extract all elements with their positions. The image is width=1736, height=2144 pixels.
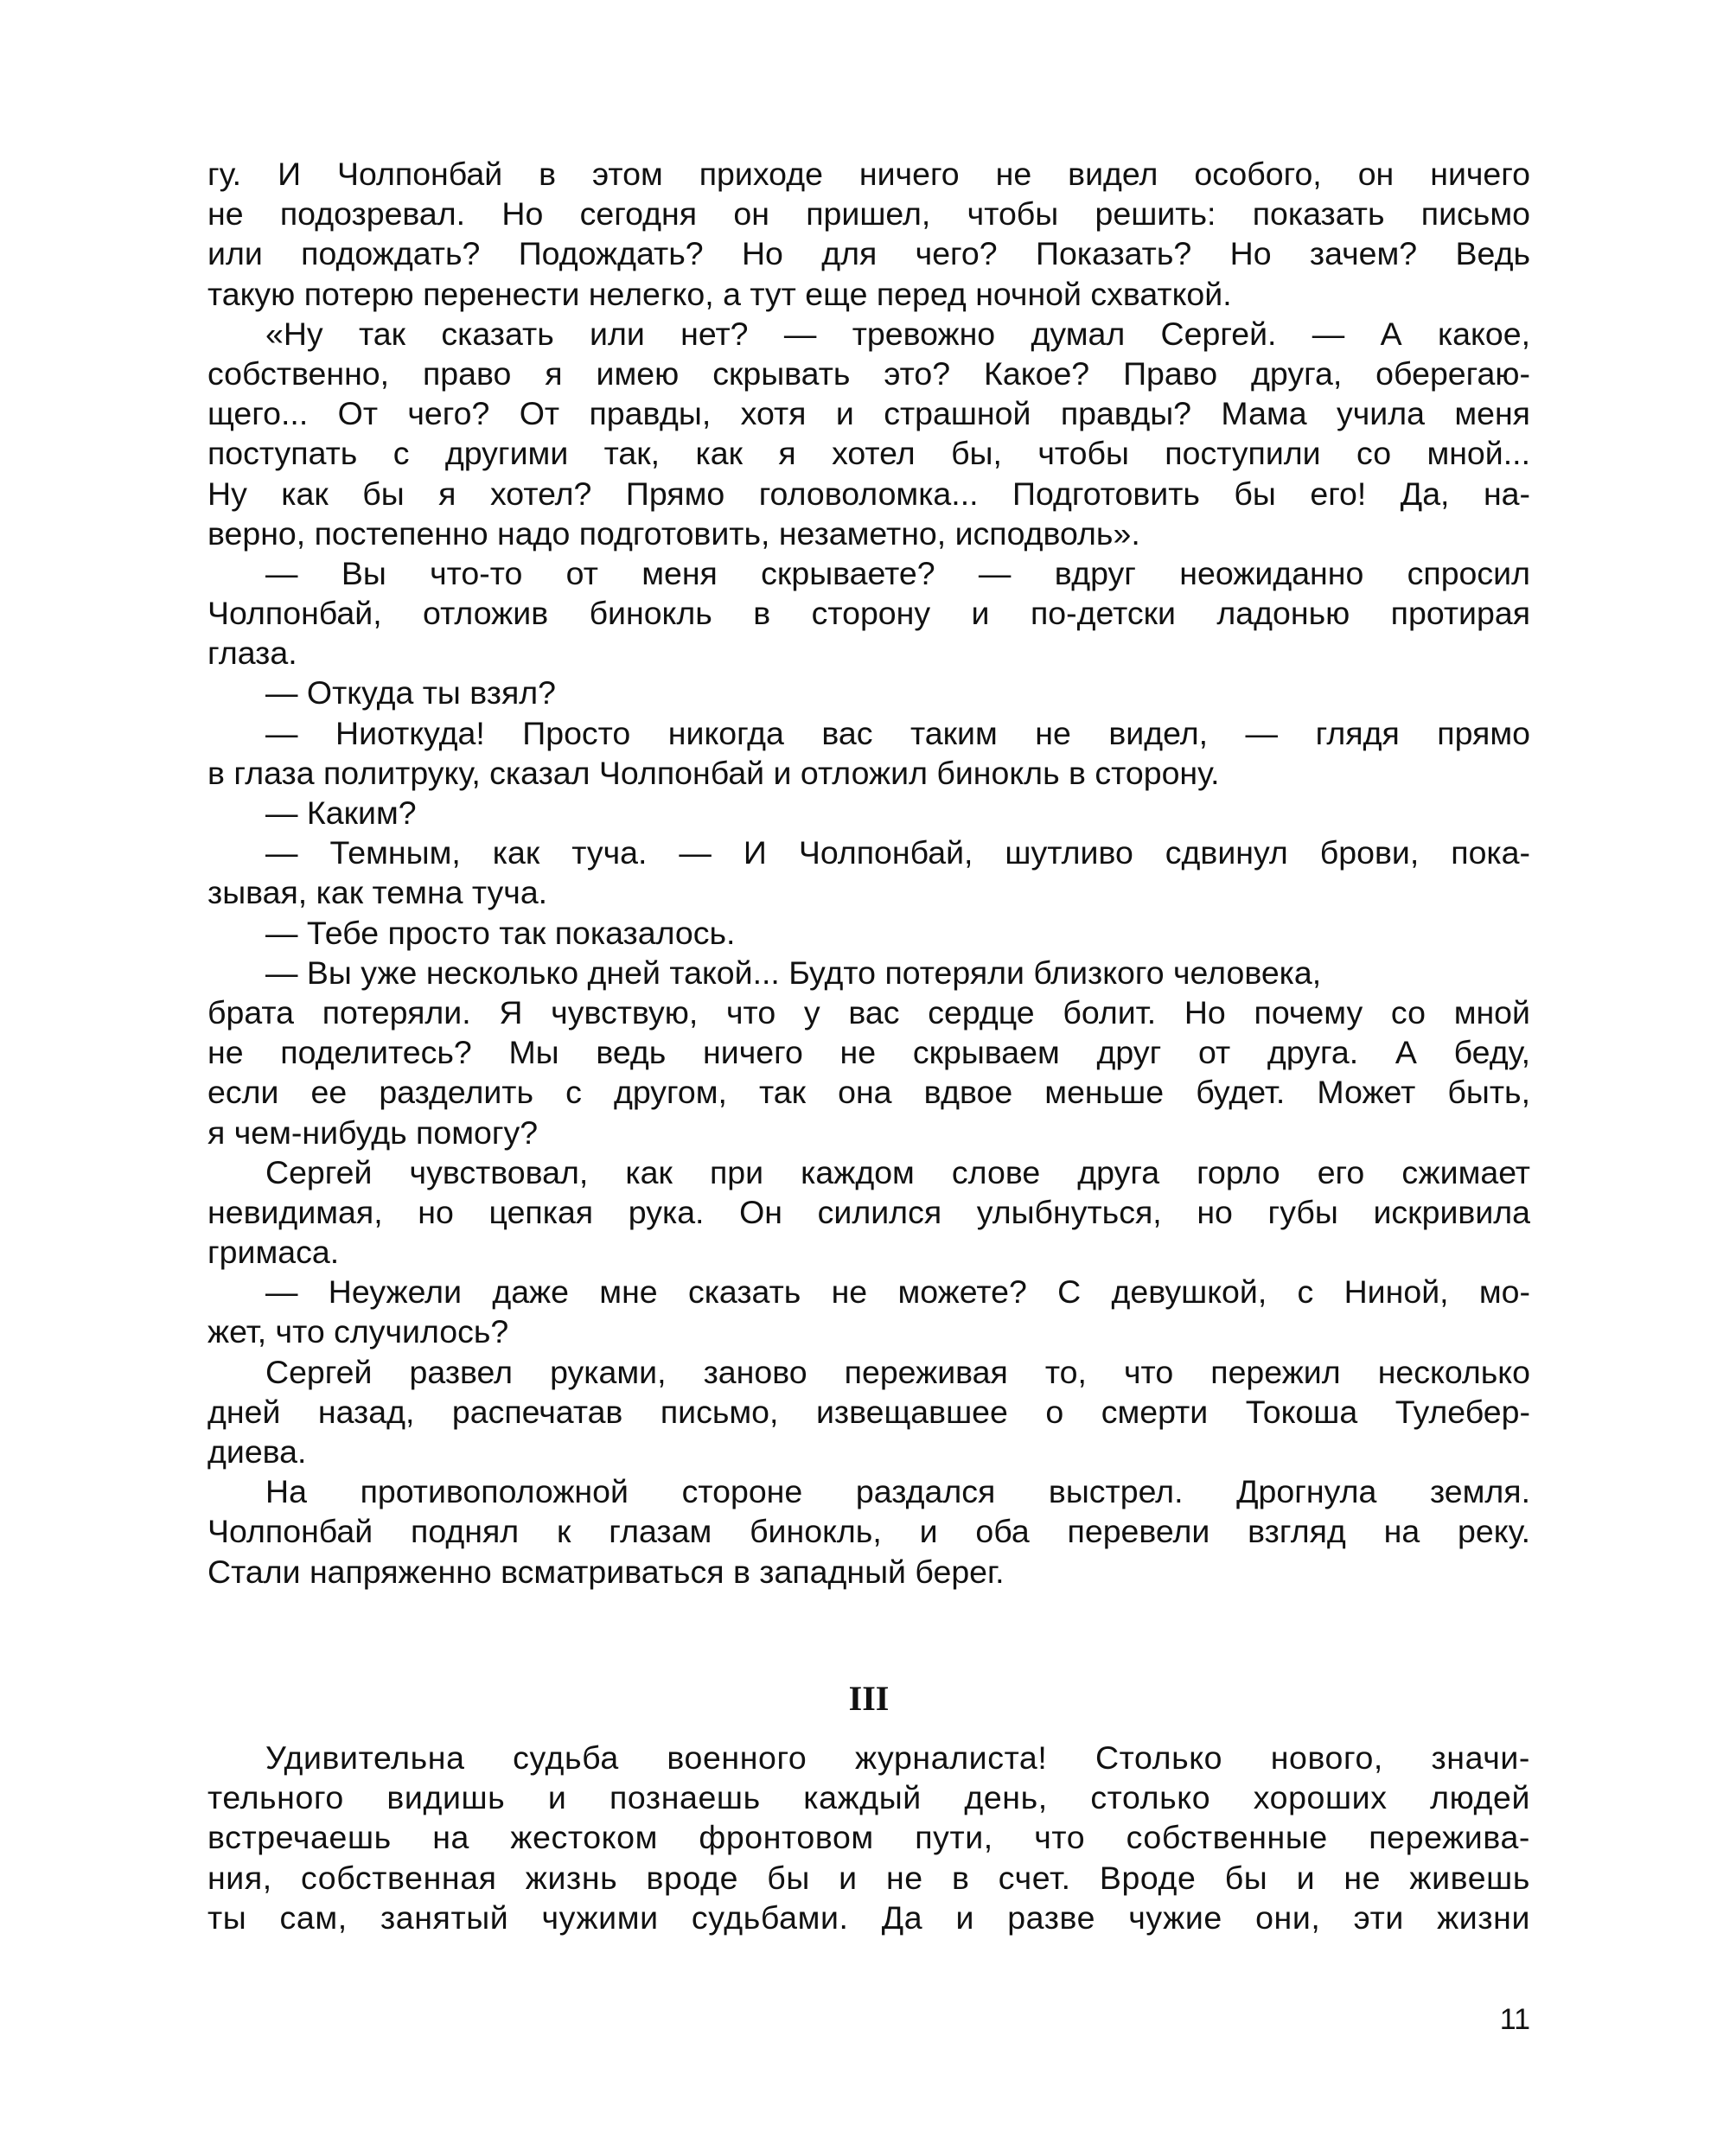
text-line: Удивительна судьба военного журналиста! Столько нового, значи- — [265, 1739, 1530, 1776]
text-line: если ее разделить с другом, так она вдвое меньше будет. Может быть, — [207, 1074, 1530, 1111]
text-line: брата потеряли. Я чувствую, что у вас сердце болит. Но почему со мной — [207, 993, 1530, 1031]
text-line: «Ну так сказать или нет? — тревожно думал Сергей. — А какое, — [265, 315, 1530, 352]
text-line: щего... От чего? От правды, хотя и страшной правды? Мама учила меня — [207, 395, 1530, 432]
text-line: — Вы уже несколько дней такой... Будто потеряли близкого человека, — [265, 954, 1322, 991]
text-line: не поделитесь? Мы ведь ничего не скрываем друг от друга. А беду, — [207, 1034, 1530, 1071]
text-line: зывая, как темна туча. — [207, 874, 548, 911]
text-line: Сергей чувствовал, как при каждом слове друга горло его сжимает — [265, 1153, 1530, 1190]
text-line: собственно, право я имею скрывать это? Какое? Право друга, оберегаю- — [207, 354, 1530, 392]
text-line: в глаза политруку, сказал Чолпонбай и отложил бинокль в сторону. — [207, 754, 1220, 791]
text-line: Чолпонбай, отложив бинокль в сторону и по-детски ладонью протирая — [207, 595, 1530, 632]
text-line: — Каким? — [265, 794, 417, 831]
text-line: гу. И Чолпонбай в этом приходе ничего не видел особого, он ничего — [207, 156, 1530, 192]
text-block-chapter — [207, 1738, 1530, 1937]
text-line: тельного видишь и познаешь каждый день, столько хороших людей — [207, 1779, 1530, 1816]
text-line: или подождать? Подождать? Но для чего? Показать? Но зачем? Ведь — [207, 235, 1530, 272]
text-line: дней назад, распечатав письмо, извещавшее о смерти Токоша Тулебер- — [207, 1393, 1530, 1430]
text-line: встречаешь на жестоком фронтовом пути, что собственные пережива- — [207, 1819, 1530, 1856]
text-line: глаза. — [207, 635, 297, 672]
text-line: невидимая, но цепкая рука. Он силился улыбнуться, но губы искривила — [207, 1193, 1530, 1230]
text-line: гримаса. — [207, 1234, 340, 1271]
text-line: — Неужели даже мне сказать не можете? С девушкой, с Ниной, мо- — [265, 1273, 1530, 1311]
text-line: жет, что случилось? — [207, 1313, 509, 1350]
text-line: верно, постепенно надо подготовить, незаметно, исподволь». — [207, 514, 1140, 552]
text-line: я чем-нибудь помогу? — [207, 1113, 539, 1151]
text-line: Чолпонбай поднял к глазам бинокль, и оба перевели взгляд на реку. — [207, 1513, 1530, 1550]
text-line: — Откуда ты взял? — [265, 674, 557, 711]
text-line: не подозревал. Но сегодня он пришел, чтобы решить: показать письмо — [207, 195, 1530, 233]
text-line: Ну как бы я хотел? Прямо головоломка... Подготовить бы его! Да, на- — [207, 475, 1530, 512]
text-line: ния, собственная жизнь вроде бы и не в счет. Вроде бы и не живешь — [207, 1859, 1530, 1896]
text-line: такую потерю перенести нелегко, а тут еще перед ночной схваткой. — [207, 275, 1232, 312]
text-line: Стали напряженно всматриваться в западный берег. — [207, 1553, 1005, 1590]
text-line: поступать с другими так, как я хотел бы, чтобы поступили со мной... — [207, 435, 1530, 472]
text-line: диева. — [207, 1433, 307, 1470]
text-lines-chapter — [207, 1738, 1530, 1937]
text-line: — Ниоткуда! Просто никогда вас таким не видел, — глядя прямо — [265, 714, 1530, 751]
text-line: — Вы что-то от меня скрываете? — вдруг неожиданно спросил — [265, 554, 1530, 591]
text-lines-main — [207, 154, 1530, 1592]
chapter-heading: III — [848, 1679, 890, 1718]
text-line: Сергей развел руками, заново переживая то, что пережил несколько — [265, 1353, 1530, 1390]
text-line: ты сам, занятый чужими судьбами. Да и разве чужие они, эти жизни — [207, 1898, 1530, 1936]
text-line: — Темным, как туча. — И Чолпонбай, шутливо сдвинул брови, пока- — [265, 834, 1530, 871]
page-number: 11 — [1499, 2003, 1530, 2036]
text-block-main — [207, 154, 1530, 1592]
text-line: — Тебе просто так показалось. — [265, 914, 736, 951]
text-line: На противоположной стороне раздался выстрел. Дрогнула земля. — [265, 1473, 1530, 1510]
